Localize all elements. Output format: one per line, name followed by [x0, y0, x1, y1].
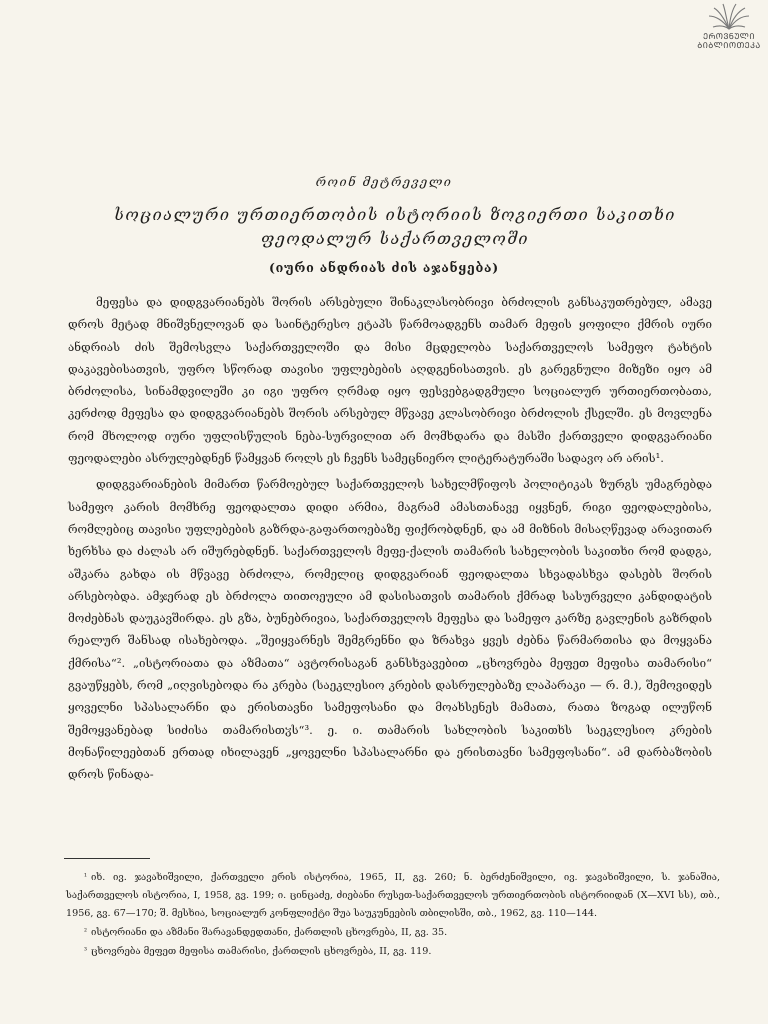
- footnote-mark: ¹: [84, 872, 88, 881]
- footnote-text: ისტორიანი და აზმანი შარავანდედთანი, ქართლის ცხოვრება, II, გვ. 35.: [91, 927, 448, 938]
- footnote-mark: ²: [84, 927, 88, 936]
- footnote-divider: [64, 858, 150, 859]
- book-fan-icon: [705, 2, 753, 32]
- logo-text-line1: ᲔᲠᲝᲕᲜᲣᲚᲘ: [703, 32, 755, 41]
- article-title: სოციალური ურთიერთობის ისტორიის ზოგიერთი საკითხი ფეოდალურ საქართველოში: [114, 205, 676, 248]
- footnote-text: ცხოვრება მეფეთ მეფისა თამარისი, ქართლის ცხოვრება, II, გვ. 119.: [91, 946, 432, 957]
- article-subtitle: (იური ანდრიას ძის აჯანყება): [268, 260, 500, 275]
- article-author: როინ მეტრეველი: [315, 174, 453, 189]
- library-logo: [694, 2, 764, 50]
- body-paragraph: დიდგვარიანების მიმართ წარმოებულ საქართველოს სახელმწიფოს პოლიტიკას ზურგს უმაგრებდა სამეფო კარის მომხრე ფეოდალთა დიდი არმია, მაგრამ ამასთანავე იყვნენ, რიგი ფეოდალებისა, რომლებიც თავისი უფლებების გაზრდა-გაფართოებაზე ფიქრობდნენ, და ამ მიზნის მისაღწევად არავითარ ხერხსა და ძალას არ იშურებდნენ. საქართველოს მეფე-ქალის თამარის სახელობის საკითხი რომ დადგა, აშკარა გახდა ის მწვავე ბრძოლა, რომელიც დიდგვარიან ფეოდალთა სხვადასხვა დასებს შორის არსებობდა. ამჯერად ეს ბრძოლა თითოეული ამ დასისათვის თამარის ქმრად სასურველი კანდიდატის მოძებნას დაუკავშირდა. ეს გზა, ბუნებრივია, საქართველოს მეფესა და სამეფო კარზე გავლენის გაზრდის რეალურ შანსად ისახებოდა. „შეიყვარნეს შემგრენნი და ზრახვა ყვეს ძებნა წარმართისა და მოყვანა ქმრისა“². „ისტორიათა და აზმათა“ ავტორისაგან განსხვავებით „ცხოვრება მეფეთ მეფისა თამარისი“ გვაუწყებს, რომ „იღვისებოდა რა კრება (საეკლესიო კრების დასრულებაზე ლაპარაკი — რ. მ.), შემოვიდეს ყოველნი სპასალარნი და ერისთავნი სამეფოსანი და მოახსენეს მამათა, რათა ზოგად ილუწონ შემოყვანებად სიძისა თამარისთჳს“³. ე. ი. თამარის სახლობის საკითხს საეკლესიო კრების მონაწილეებთან ერთად იხილავენ „ყოველნი სპასალარნი და ერისთავნი სამეფოსანი“. ამ დარბაზობის დროს წინადა-: [68, 477, 712, 782]
- footnote-text: იხ. ივ. ჯავახიშვილი, ქართველი ერის ისტორია, 1965, II, გვ. 260; ნ. ბერძენიშვილი, ივ. ჯავახიშვილი, ს. ჯანაშია, საქართველოს ისტორია, I, 1958, გვ. 199; ი. ცინცაძე, ძიებანი რუსეთ-საქართველოს ურთიერთობის ისტორიიდან (X—XVI სს), თბ., 1956, გვ. 67—170; შ. მესხია, სოციალურ კონფლიქტი შუა საუკუნეების თბილისში, თბ., 1962, გვ. 110—144.: [66, 872, 720, 919]
- footnote-mark: ³: [84, 946, 88, 955]
- footnote: [66, 868, 720, 923]
- footnote: [66, 942, 720, 961]
- body-paragraph: მეფესა და დიდგვარიანებს შორის არსებული შინაკლასობრივი ბრძოლის განსაკუთრებულ, ამავე დროს მეტად მნიშვნელოვან და საინტერესო ეტაპს წარმოადგენს თამარ მეფის ყოფილი ქმრის იური ანდრიას ძის შემოსვლა საქართველოში და მისი მცდელობა საქართველოს სამეფო ტახტის დაკავებისათვის, უფრო სწორად თავისი უფლებების აღდგენისათვის. ეს გარეგნული მიზეზი იყო ამ ბრძოლისა, სინამდვილეში კი იგი უფრო ღრმად იყო ფესვებგადგმული სოციალურ ურთიერთობათა, კერძოდ მეფესა და დიდგვარიანებს შორის არსებულ მწვავე კლასობრივი ბრძოლის ქსელში. ეს მოვლენა რომ მხოლოდ იური უფლისწულის ნება-სურვილით არ მომხდარა და მასში ქართველი დიდგვარიანი ფეოდალები ასრულებდნენ წამყვან როლს ეს ჩვენს სამეცნიერო ლიტერატურაში სადავო არ არის¹.: [68, 295, 712, 466]
- footnotes: [66, 868, 720, 961]
- logo-text-line2: ᲑᲘᲑᲚᲘᲝᲗᲔᲙᲐ: [697, 41, 761, 50]
- footnote: [66, 923, 720, 942]
- article-body: [68, 291, 712, 786]
